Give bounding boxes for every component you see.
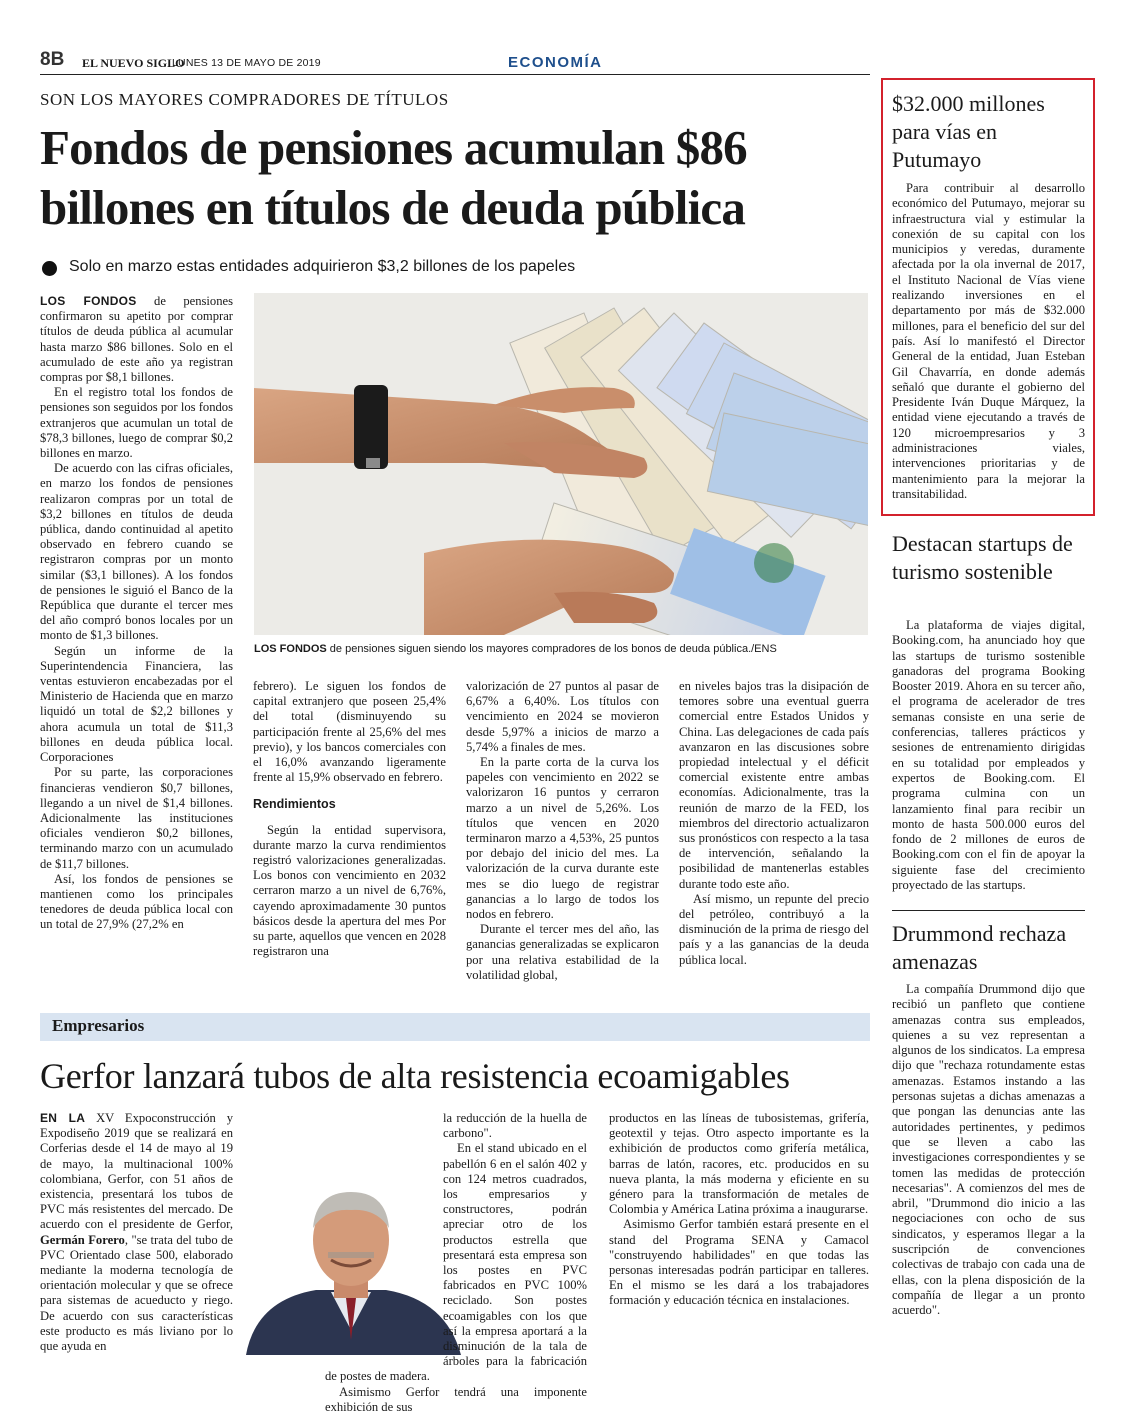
sidebar-story-2-title: Destacan startups de turismo sostenible (892, 531, 1073, 584)
headline-line-2: billones en títulos de deuda pública (40, 180, 746, 235)
main-col3-paragraph-3: Durante el tercer mes del año, las ganancias generalizadas se explicaron por una relativa estabilidad de la volatilidad global, (466, 922, 659, 982)
masthead: EL NUEVO SIGLO (82, 56, 185, 70)
subhead-rendimientos: Rendimientos (253, 797, 336, 812)
main-col3-paragraph-2: En la parte corta de la curva los papeles con vencimiento en 2022 se valorizaron 16 puntos y cerraron marzo a un nivel de 5,26%. Los títulos que vencen en 2020 terminaron marzo a 4,53%, 25 puntos por debajo del inicio del mes. La valorización de la curva durante este mes se dio luego de registrar ganancias a lo largo de todos los nodos en febrero. (466, 755, 659, 922)
main-col2-paragraph-2: Según la entidad supervisora, durante marzo la curva rendimientos registró valorizaciones generalizadas. Los bonos con vencimiento en 2032 cerraron marzo a un nivel de 6,76%, cayendo aproximadamente 30 puntos básicos desde la apertura del mes Por su parte, aquellos que vencen en 2028 registraron una (253, 822, 446, 959)
gerfor-column-2 (325, 1111, 587, 1415)
section-band (40, 1013, 870, 1041)
sidebar-story-3-title: Drummond rechaza amenazas (892, 921, 1067, 974)
photo-caption (254, 643, 874, 655)
gerfor-col3-paragraph-2: Asimismo Gerfor también estará presente en el stand del Programa SENA y Camacol "construyendo habilidades" en que todas las personas interesadas podrán participar en talleres. En el mismo se les dará a los trabajadores formación y educación técnica en instalaciones. (609, 1217, 869, 1308)
gerfor-col2-paragraph-2: En el stand ubicado en el pabellón 6 en el salón 402 y con 124 metros cuadrados, los empresarios y constructores, podrán apreciar otro de los productos estrella que presentará esta empresa son los postes en PVC fabricados en PVC 100% reciclado. Son postes ecoamigables con los que así la empresa aportará a la disminución de la tala de árboles para la fabricación de postes de madera. (325, 1141, 587, 1384)
person-name: Germán Forero (40, 1232, 125, 1247)
deck: Solo en marzo estas entidades adquirieron $3,2 billones de los papeles (69, 258, 576, 275)
sidebar-story-1-title: $32.000 millones para vías en Putumayo (892, 91, 1045, 172)
gerfor-col3-paragraph-1: productos en las líneas de tubosistemas, grifería, geotextil y tejas. Otro aspecto importante es la exhibición de productos como grifería metálica, barras de latón, racores, etc. producidos en su nueva planta, la más moderna y eficiente en su género para la transformación de metales de Colombia y América Latina próxima a inaugurarse. (609, 1111, 869, 1217)
sidebar-story-2-text: La plataforma de viajes digital, Booking.com, ha anunciado hoy que las startups de turismo sostenible ganadoras del programa Booking Booster 2019. Ahora en su tercer año, el programa de acelerador de tres semanas consiste en una serie de conferencias, talleres prácticos y sesiones de entrenamiento dirigidas en su totalidad por empleados y expertos de Booking.com. El programa culmina con un lanzamiento final para recibir un monto de hasta 500.000 euros del fondo de 2 millones de euros de Booking.com con el fin de apoyar la siguiente fase del crecimiento proyectado de las startups. (892, 618, 1085, 893)
hands-with-banknotes-illustration (254, 293, 868, 635)
sidebar-divider (892, 910, 1085, 911)
gerfor-col2-paragraph-3: Asimismo Gerfor tendrá una imponente exhibición de sus (325, 1384, 587, 1414)
gerfor-lead-in: EN LA (40, 1111, 86, 1125)
headline (40, 118, 870, 238)
main-col1-paragraph-4: Según un informe de la Superintendencia Financiera, las ventas estuvieron encabezadas por el Ministerio de Hacienda que en marzo liquidó un total de $2,2 billones y ahora acumula un total de $11,3 billones en deuda pública local. Corporaciones (40, 643, 233, 765)
money-photo (254, 293, 868, 635)
main-col1-paragraph-6: Así, los fondos de pensiones se mantienen como los principales tenedores de deuda pública local con un total de 27,9% (27,2% en (40, 871, 233, 932)
lead-in: LOS FONDOS (40, 294, 137, 308)
gerfor-column-3 (609, 1111, 869, 1309)
section-name: ECONOMÍA (508, 54, 603, 71)
folio-date: LUNES 13 DE MAYO DE 2019 (172, 57, 321, 69)
header-rule (40, 74, 870, 75)
photo-caption-text: de pensiones siguen siendo los mayores compradores de los bonos de deuda pública./ENS (326, 643, 777, 655)
main-col2-paragraph-1: febrero). Le siguen los fondos de capital extranjero que poseen 25,4% del total (disminuyendo su participación frente al 25,6% del mes previo), y los bancos comerciales con el 16,0% avanzando ligeramente frente al 15,9% observado en febrero. (253, 679, 446, 785)
main-col1-paragraph-2: En el registro total los fondos de pensiones son seguidos por los fondos extranjeros que acumulan un total de $78,3 billones, luego de comprar $0,2 billones en marzo. (40, 385, 233, 461)
gerfor-column-1 (40, 1111, 233, 1354)
main-col1-paragraph-1: LOS FONDOS de pensiones confirmaron su apetito por comprar títulos de deuda pública al acumular hasta marzo $86 billones. Solo en el acumulado de este año ya registran compras por $8,1 billones. (40, 294, 233, 385)
sidebar-story-1-text: Para contribuir al desarrollo económico del Putumayo, mejorar su infraestructura vial y estimular la conexión de su capital con los municipios y veredas, duramente afectada por la ola invernal de 2017, el Instituto Nacional de Vías viene realizando inversiones en el departamento por más de $32.000 millones, para el beneficio del sur del país. Así lo manifestó el Director General de la entidad, Juan Esteban Gil Chavarría, en donde además señaló que durante el gobierno del Presidente Iván Duque Márquez, la entidad viene ejecutando a través de 120 microempresarios y 3 administraciones viales, intervenciones prioritarias y de mantenimiento para la mejorar la transitabilidad. (892, 181, 1085, 501)
gerfor-col1-paragraph: EN LA XV Expoconstrucción y Expodiseño 2019 que se realizará en Corferias desde el 14 de mayo al 19 de mayo, la multinacional 100% colombiana, Gerfor, con 51 años de existencia, presentará los tubos de PVC más resistentes del mercado. De acuerdo con el presidente de Gerfor, Germán Forero, "se trata del tubo de PVC Orientado clase 500, elaborado mediante la moderna tecnología de orientación molecular y que se ofrece para sistemas de acueducto y riego. De acuerdo con sus características este producto es más liviano por lo que ayuda en (40, 1111, 233, 1354)
portrait-wrap-spacer (325, 1177, 443, 1367)
section-band-label: Empresarios (52, 1016, 145, 1035)
kicker: SON LOS MAYORES COMPRADORES DE TÍTULOS (40, 90, 449, 109)
gerfor-col2-paragraph-1: la reducción de la huella de carbono". (443, 1111, 587, 1141)
main-column-2 (253, 679, 446, 959)
main-col4-paragraph-2: Así mismo, un repunte del precio del petróleo, contribuyó a la disminución de la prima de riesgo del país y a las ganancias de la deuda pública local. (679, 891, 869, 967)
main-column-3 (466, 679, 659, 983)
headline-line-1: Fondos de pensiones acumulan $86 (40, 120, 747, 175)
main-col4-paragraph-1: en niveles bajos tras la disipación de temores sobre una eventual guerra comercial entre Estados Unidos y China. Las delegaciones de cada país avanzaron en las discusiones sobre propiedad intelectual y el déficit comercial existente entre ambas economías. Adicionalmente, tras la reunión de marzo de la FED, los miembros del directorio actualizaron sus pronósticos con respecto a la tasa de intervención, señalando la posibilidad de mantenerlas estables durante todo este año. (679, 679, 869, 891)
gerfor-headline: Gerfor lanzará tubos de alta resistencia ecoamigables (40, 1056, 790, 1096)
sidebar-story-3-text: La compañía Drummond dijo que recibió un panfleto que contiene amenazas contra sus empleados, quienes a su vez representan a algunos de los sindicatos. La empresa dijo que "rechaza rotundamente estas amenazas. Estamos instando a las personas sujetas a dichas amenazas a que pongan las denuncias ante las autoridades pertinentes, y pedimos que se lleven a cabo las investigaciones correspondientes y se tomen las medidas de protección necesarias". A comienzos del mes de abril, "Drummond dio inicio a las negociaciones con ocho de sus sindicatos, y esperamos llegar a la suscripción de convenciones colectivas de trabajo con cada una de ellas, con la plena disposición de la compañía de llegar a un pronto acuerdo". (892, 982, 1085, 1318)
main-col1-paragraph-5: Por su parte, las corporaciones financieras vendieron $0,7 billones, llegando a un nivel de $1,4 billones. Adicionalmente las instituciones oficiales vendieron $0,2 billones, terminando marzo con un acumulado de $11,7 billones. (40, 765, 233, 871)
photo-caption-lead: LOS FONDOS (254, 643, 327, 655)
main-col3-paragraph-1: valorización de 27 puntos al pasar de 6,67% a 6,40%. Los títulos con vencimiento en 2024 se movieron desde 5,97% a inicios de marzo a 5,74% a finales de mes. (466, 679, 659, 754)
main-column-4 (679, 679, 869, 968)
deck-bullet-icon (42, 261, 57, 276)
folio-page-number: 8B (40, 49, 65, 70)
main-col1-paragraph-3: De acuerdo con las cifras oficiales, en marzo los fondos de pensiones realizaron compras por un total de $3,2 billones en títulos de deuda pública, dando continuidad al apetito observado en febrero cuando se registraron compras por un monto similar ($3,1 billones). A los fondos de pensiones le siguió el Banco de la República que durante el tercer mes del año compró bonos locales por un monto de $1,3 billones. (40, 461, 233, 643)
main-column-1 (40, 294, 233, 933)
